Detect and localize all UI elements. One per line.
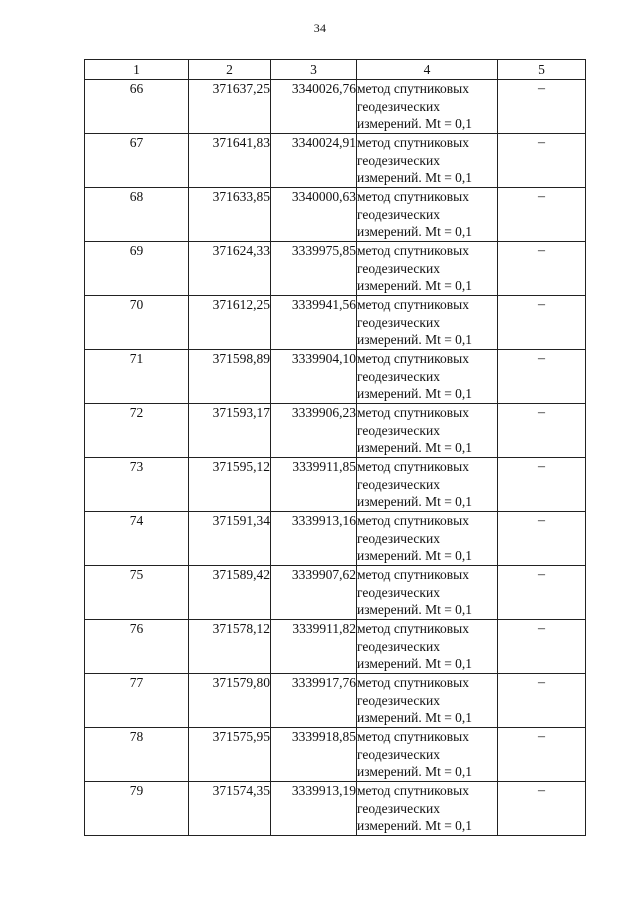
x-coordinate-cell: 371641,83 [189,134,271,188]
method-line-3: измерений. Mt = 0,1 [357,332,473,347]
table-row [85,620,586,674]
method-line-3: измерений. Mt = 0,1 [357,170,473,185]
method-line-1: метод спутниковых [357,729,469,744]
method-line-1: метод спутниковых [357,459,469,474]
y-coordinate-cell: 3339975,85 [271,242,357,296]
note-cell: – [498,512,586,566]
method-line-2: геодезических [357,584,440,600]
method-line-2: геодезических [357,746,440,762]
table-row [85,242,586,296]
y-coordinate-cell: 3340026,76 [271,80,357,134]
method-cell [357,188,498,242]
method-line-1: метод спутниковых [357,513,469,528]
point-number-cell: 72 [85,404,189,458]
x-coordinate-cell: 371593,17 [189,404,271,458]
y-coordinate-cell: 3339913,19 [271,782,357,836]
y-coordinate-cell: 3339917,76 [271,674,357,728]
method-line-1: метод спутниковых [357,297,469,312]
method-line-3: измерений. Mt = 0,1 [357,386,473,401]
method-cell [357,80,498,134]
method-line-2: геодезических [357,692,440,708]
point-number-cell: 70 [85,296,189,350]
x-coordinate-cell: 371612,25 [189,296,271,350]
point-number-cell: 71 [85,350,189,404]
method-cell [357,620,498,674]
x-coordinate-cell: 371575,95 [189,728,271,782]
y-coordinate-cell: 3339911,82 [271,620,357,674]
method-line-2: геодезических [357,206,440,222]
method-line-2: геодезических [357,152,440,168]
method-line-1: метод спутниковых [357,135,469,150]
method-line-2: геодезических [357,476,440,492]
table-row [85,728,586,782]
x-coordinate-cell: 371637,25 [189,80,271,134]
method-line-1: метод спутниковых [357,405,469,420]
note-cell: – [498,242,586,296]
y-coordinate-cell: 3339907,62 [271,566,357,620]
note-cell: – [498,80,586,134]
method-line-3: измерений. Mt = 0,1 [357,278,473,293]
method-line-1: метод спутниковых [357,351,469,366]
method-line-3: измерений. Mt = 0,1 [357,764,473,779]
page-number: 34 [313,21,327,35]
y-coordinate-cell: 3339911,85 [271,458,357,512]
y-coordinate-cell: 3339941,56 [271,296,357,350]
method-line-1: метод спутниковых [357,189,469,204]
note-cell: – [498,458,586,512]
y-coordinate-cell: 3339918,85 [271,728,357,782]
x-coordinate-cell: 371578,12 [189,620,271,674]
coordinates-table [84,59,586,836]
note-cell: – [498,728,586,782]
method-line-3: измерений. Mt = 0,1 [357,440,473,455]
y-coordinate-cell: 3339904,10 [271,350,357,404]
y-coordinate-cell: 3339913,16 [271,512,357,566]
method-cell [357,566,498,620]
point-number-cell: 69 [85,242,189,296]
method-cell [357,782,498,836]
table-row [85,458,586,512]
column-header-2: 2 [189,60,271,80]
note-cell: – [498,350,586,404]
method-line-1: метод спутниковых [357,567,469,582]
method-line-3: измерений. Mt = 0,1 [357,116,473,131]
method-line-2: геодезических [357,530,440,546]
x-coordinate-cell: 371574,35 [189,782,271,836]
table-row [85,782,586,836]
method-cell [357,512,498,566]
x-coordinate-cell: 371633,85 [189,188,271,242]
table-row [85,512,586,566]
note-cell: – [498,404,586,458]
table-row [85,188,586,242]
note-cell: – [498,296,586,350]
method-line-2: геодезических [357,800,440,816]
table-row [85,296,586,350]
y-coordinate-cell: 3340000,63 [271,188,357,242]
table-row [85,674,586,728]
column-header-1: 1 [85,60,189,80]
method-line-2: геодезических [357,314,440,330]
x-coordinate-cell: 371624,33 [189,242,271,296]
method-line-1: метод спутниковых [357,243,469,258]
method-line-1: метод спутниковых [357,783,469,798]
method-line-3: измерений. Mt = 0,1 [357,224,473,239]
x-coordinate-cell: 371589,42 [189,566,271,620]
method-line-3: измерений. Mt = 0,1 [357,710,473,725]
method-cell [357,728,498,782]
method-cell [357,134,498,188]
y-coordinate-cell: 3339906,23 [271,404,357,458]
method-line-2: геодезических [357,260,440,276]
point-number-cell: 77 [85,674,189,728]
y-coordinate-cell: 3340024,91 [271,134,357,188]
note-cell: – [498,620,586,674]
column-header-3: 3 [271,60,357,80]
method-line-2: геодезических [357,422,440,438]
table-row [85,404,586,458]
method-line-2: геодезических [357,638,440,654]
table-header-row [85,60,586,80]
method-line-3: измерений. Mt = 0,1 [357,602,473,617]
method-cell [357,296,498,350]
x-coordinate-cell: 371579,80 [189,674,271,728]
column-header-4: 4 [357,60,498,80]
point-number-cell: 68 [85,188,189,242]
point-number-cell: 79 [85,782,189,836]
method-line-3: измерений. Mt = 0,1 [357,656,473,671]
method-cell [357,674,498,728]
table-row [85,134,586,188]
table-body [85,80,586,836]
method-line-1: метод спутниковых [357,621,469,636]
point-number-cell: 67 [85,134,189,188]
x-coordinate-cell: 371598,89 [189,350,271,404]
note-cell: – [498,782,586,836]
point-number-cell: 76 [85,620,189,674]
point-number-cell: 75 [85,566,189,620]
method-line-2: геодезических [357,368,440,384]
method-line-1: метод спутниковых [357,81,469,96]
note-cell: – [498,566,586,620]
column-header-5: 5 [498,60,586,80]
method-line-3: измерений. Mt = 0,1 [357,548,473,563]
table-row [85,566,586,620]
note-cell: – [498,674,586,728]
method-line-1: метод спутниковых [357,675,469,690]
method-cell [357,458,498,512]
method-cell [357,350,498,404]
x-coordinate-cell: 371591,34 [189,512,271,566]
method-line-2: геодезических [357,98,440,114]
method-line-3: измерений. Mt = 0,1 [357,494,473,509]
point-number-cell: 66 [85,80,189,134]
method-line-3: измерений. Mt = 0,1 [357,818,473,833]
note-cell: – [498,134,586,188]
point-number-cell: 74 [85,512,189,566]
note-cell: – [498,188,586,242]
x-coordinate-cell: 371595,12 [189,458,271,512]
point-number-cell: 78 [85,728,189,782]
method-cell [357,242,498,296]
table-row [85,80,586,134]
table-row [85,350,586,404]
point-number-cell: 73 [85,458,189,512]
method-cell [357,404,498,458]
